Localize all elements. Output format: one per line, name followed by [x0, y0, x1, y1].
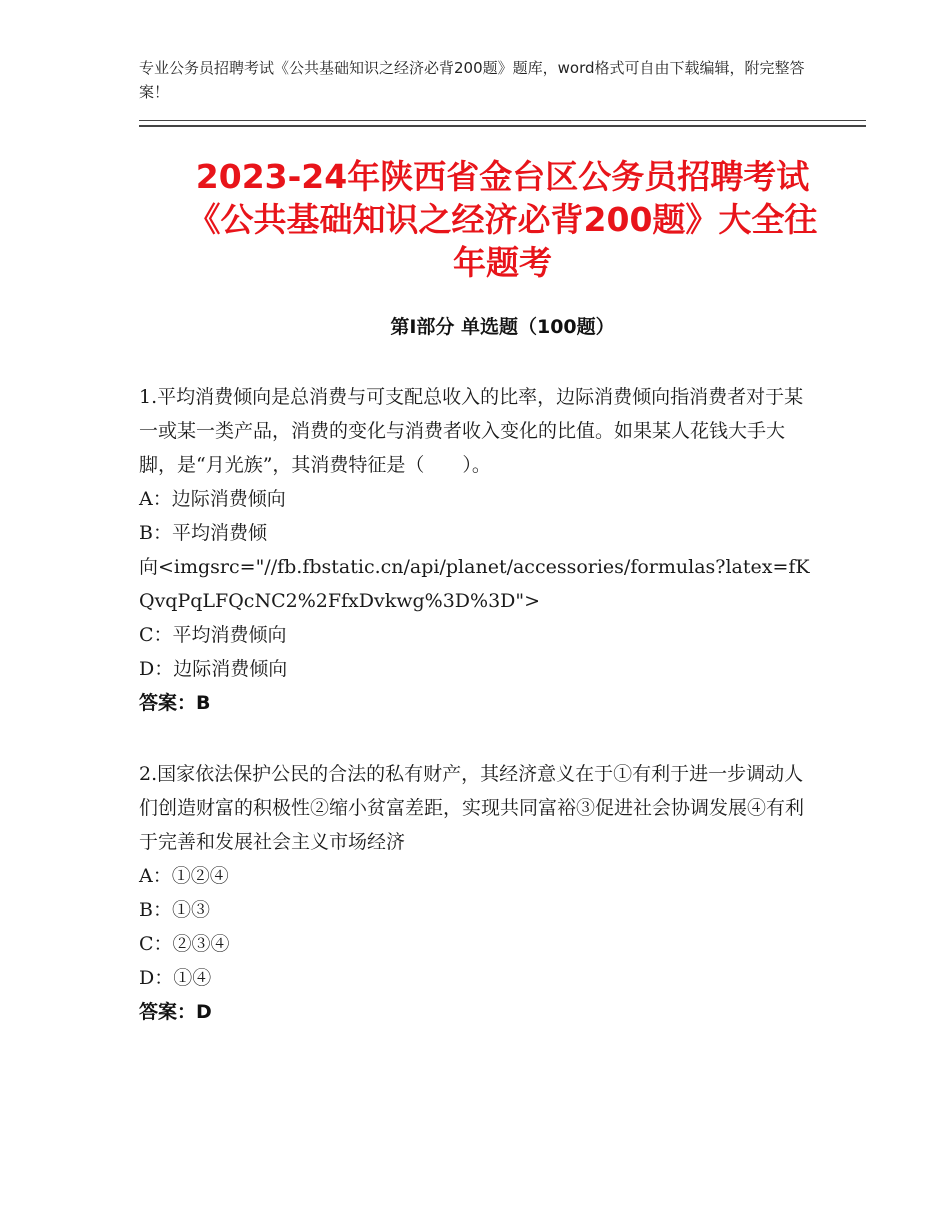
option-d: D：①④: [139, 967, 212, 989]
option-b-continued: 向<imgsrc="//fb.fbstatic.cn/api/planet/accessories/formulas?latex=fKQvqPqLFQcNC2%2FfxDvkwg%3D%3D">: [139, 556, 810, 612]
question-stem: 1.平均消费倾向是总消费与可支配总收入的比率，边际消费倾向指消费者对于某一或某一类产品，消费的变化与消费者收入变化的比值。如果某人花钱大手大脚，是“月光族”，其消费特征是（ ）。: [139, 386, 804, 476]
title-line-1: 2023-24年陕西省金台区公务员招聘考试: [195, 157, 810, 196]
option-c: C：②③④: [139, 933, 230, 955]
option-b: B：平均消费倾: [139, 522, 267, 544]
question-stem: 2.国家依法保护公民的合法的私有财产，其经济意义在于①有利于进一步调动人们创造财富的积极性②缩小贫富差距，实现共同富裕③促进社会协调发展④有利于完善和发展社会主义市场经济: [139, 763, 805, 853]
option-b: B：①③: [139, 899, 210, 921]
answer: 答案：B: [139, 692, 211, 714]
answer: 答案：D: [139, 1001, 212, 1023]
title-line-2: 《公共基础知识之经济必背200题》大全往: [187, 200, 818, 239]
header-note: 专业公务员招聘考试《公共基础知识之经济必背200题》题库，word格式可自由下载编辑，附完整答案！: [139, 59, 805, 101]
question-2: [139, 757, 811, 1029]
option-a: A：①②④: [139, 865, 229, 887]
title-line-3: 年题考: [453, 243, 552, 282]
option-a: A：边际消费倾向: [139, 488, 286, 510]
section-title: 第Ⅰ部分 单选题（100题）: [390, 316, 615, 338]
option-d: D：边际消费倾向: [139, 658, 288, 680]
option-c: C：平均消费倾向: [139, 624, 287, 646]
header-divider: [139, 120, 866, 127]
question-1: [139, 380, 811, 720]
document-title: [139, 155, 866, 284]
